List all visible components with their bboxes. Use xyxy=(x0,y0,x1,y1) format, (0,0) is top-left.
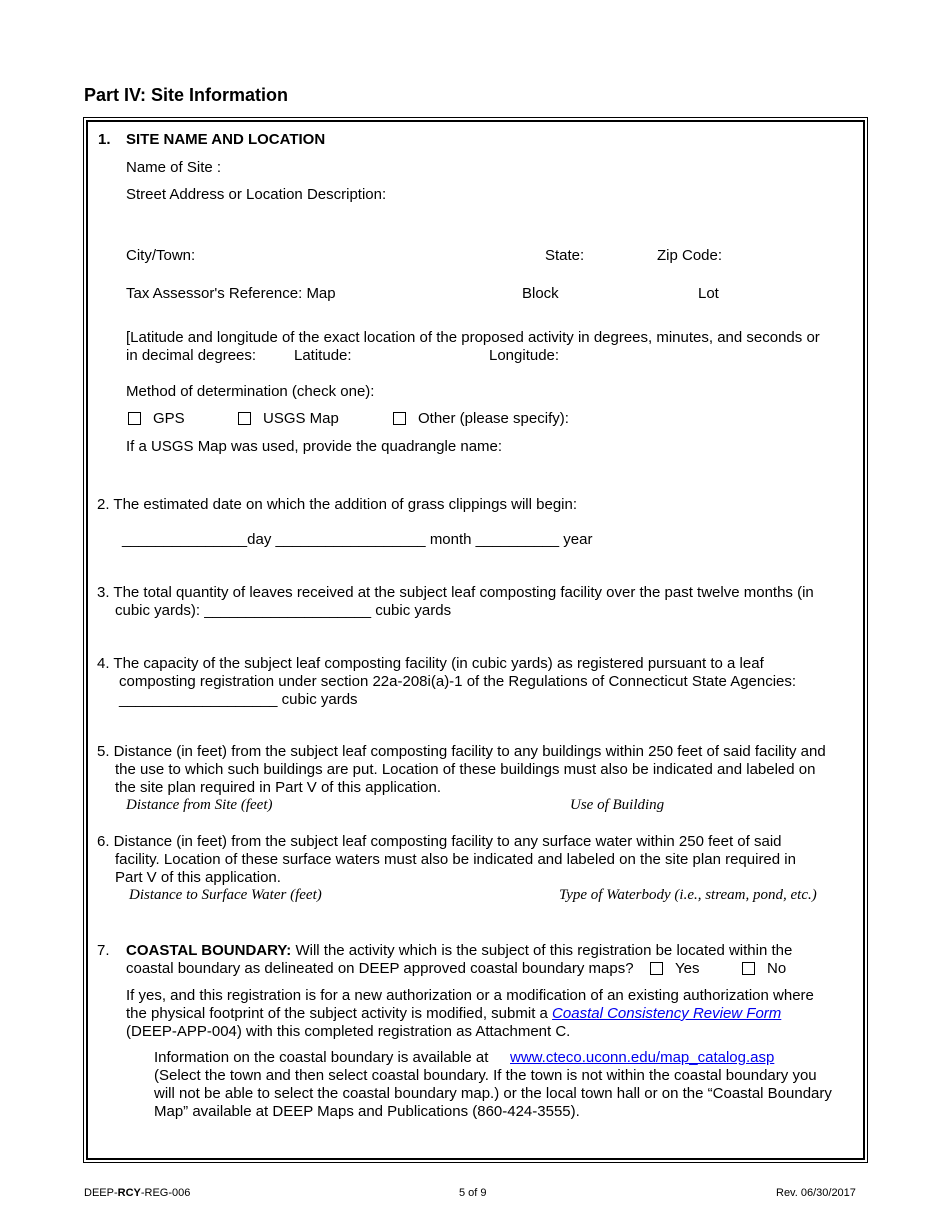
lot-label: Lot xyxy=(698,285,719,302)
q3-line-2: cubic yards): ____________________ cubic yards xyxy=(115,602,452,619)
gps-label: GPS xyxy=(153,410,185,427)
q7-line-2: coastal boundary as delineated on DEEP approved coastal boundary maps? xyxy=(126,960,634,977)
info-line-2: (Select the town and then select coastal boundary. If the town is not within the coastal boundary you xyxy=(154,1067,817,1084)
revision-date: Rev. 06/30/2017 xyxy=(776,1187,856,1199)
q2-text: 2. The estimated date on which the addition of grass clippings will begin: xyxy=(97,496,578,513)
form-frame-inner xyxy=(86,120,865,1160)
street-address-label: Street Address or Location Description: xyxy=(126,186,387,203)
site-name-label: Name of Site : xyxy=(126,159,222,176)
q4-line-3: ___________________ cubic yards xyxy=(119,691,358,708)
coastal-no-label: No xyxy=(767,960,787,977)
gps-checkbox[interactable] xyxy=(128,412,141,425)
usgs-map-label: USGS Map xyxy=(263,410,339,427)
info-line-4: Map” available at DEEP Maps and Publications (860-424-3555). xyxy=(154,1103,580,1120)
q6-col-distance: Distance to Surface Water (feet) xyxy=(129,887,322,903)
q5-line-1: 5. Distance (in feet) from the subject leaf composting facility to any buildings within 250 feet of said facility and xyxy=(97,743,826,760)
q6-line-1: 6. Distance (in feet) from the subject leaf composting facility to any surface water within 250 feet of said xyxy=(97,833,782,850)
doc-code-prefix: DEEP- xyxy=(84,1187,118,1199)
page-number: 5 of 9 xyxy=(459,1187,487,1199)
coastal-yes-label: Yes xyxy=(675,960,700,977)
coastal-yes-checkbox[interactable] xyxy=(650,962,663,975)
info-line-1: Information on the coastal boundary is available at xyxy=(154,1049,489,1066)
q7-line-1-rest: Will the activity which is the subject of this registration be located within the xyxy=(291,942,793,959)
q5-col-use: Use of Building xyxy=(570,797,665,813)
q7-line-1 xyxy=(126,942,792,959)
info-line-3: will not be able to select the coastal boundary map.) or the local town hall or on the “Coastal Boundary xyxy=(154,1085,832,1102)
q7-para-line-3: (DEEP-APP-004) with this completed registration as Attachment C. xyxy=(126,1023,571,1040)
other-checkbox[interactable] xyxy=(393,412,406,425)
q5-line-2: the use to which such buildings are put. Location of these buildings must also be indicated and labeled on xyxy=(115,761,816,778)
tax-map-label: Tax Assessor's Reference: Map xyxy=(126,285,336,302)
q5-line-3: the site plan required in Part V of this application. xyxy=(115,779,442,796)
city-label: City/Town: xyxy=(126,247,196,264)
zip-label: Zip Code: xyxy=(657,247,723,264)
latitude-label: Latitude: xyxy=(294,347,352,364)
q7-number: 7. xyxy=(97,942,110,959)
q7-para-line-2 xyxy=(126,1005,781,1022)
q4-line-1: 4. The capacity of the subject leaf composting facility (in cubic yards) as registered pursuant to a leaf xyxy=(97,655,764,672)
coastal-boundary-label: COASTAL BOUNDARY: xyxy=(126,942,292,959)
q1-heading: SITE NAME AND LOCATION xyxy=(126,131,326,148)
coastal-no-checkbox[interactable] xyxy=(742,962,755,975)
block-label: Block xyxy=(522,285,559,302)
q4-line-2: composting registration under section 22a-208i(a)-1 of the Regulations of Connecticut State Agencies: xyxy=(119,673,797,690)
q1-number: 1. xyxy=(98,131,111,148)
q3-line-1: 3. The total quantity of leaves received at the subject leaf composting facility over the past twelve months (in xyxy=(97,584,814,601)
q6-col-waterbody: Type of Waterbody (i.e., stream, pond, etc.) xyxy=(559,887,817,903)
usgs-map-checkbox[interactable] xyxy=(238,412,251,425)
doc-code-bold: RCY xyxy=(117,1187,141,1199)
map-catalog-link[interactable]: www.cteco.uconn.edu/map_catalog.asp xyxy=(510,1049,775,1066)
q7-para-line-2-text: the physical footprint of the subject activity is modified, submit a xyxy=(126,1005,553,1022)
q5-col-distance: Distance from Site (feet) xyxy=(126,797,273,813)
q6-line-2: facility. Location of these surface waters must also be indicated and labeled on the site plan required in xyxy=(115,851,796,868)
coastal-consistency-form-link[interactable]: Coastal Consistency Review Form xyxy=(552,1005,782,1022)
decimal-degrees-label: in decimal degrees: xyxy=(126,347,257,364)
q6-line-3: Part V of this application. xyxy=(115,869,281,886)
page-title: Part IV: Site Information xyxy=(84,85,289,105)
other-label: Other (please specify): xyxy=(418,410,569,427)
longitude-label: Longitude: xyxy=(489,347,560,364)
method-label: Method of determination (check one): xyxy=(126,383,375,400)
latlon-instructions: [Latitude and longitude of the exact location of the proposed activity in degrees, minutes, and seconds or xyxy=(126,329,820,346)
state-label: State: xyxy=(545,247,585,264)
doc-code-suffix: -REG-006 xyxy=(140,1187,191,1199)
q7-para-line-1: If yes, and this registration is for a new authorization or a modification of an existing authorization where xyxy=(126,987,814,1004)
doc-code xyxy=(84,1187,190,1199)
q2-date-line: _______________day __________________ month __________ year xyxy=(122,531,593,548)
quadrangle-label: If a USGS Map was used, provide the quadrangle name: xyxy=(126,438,503,455)
